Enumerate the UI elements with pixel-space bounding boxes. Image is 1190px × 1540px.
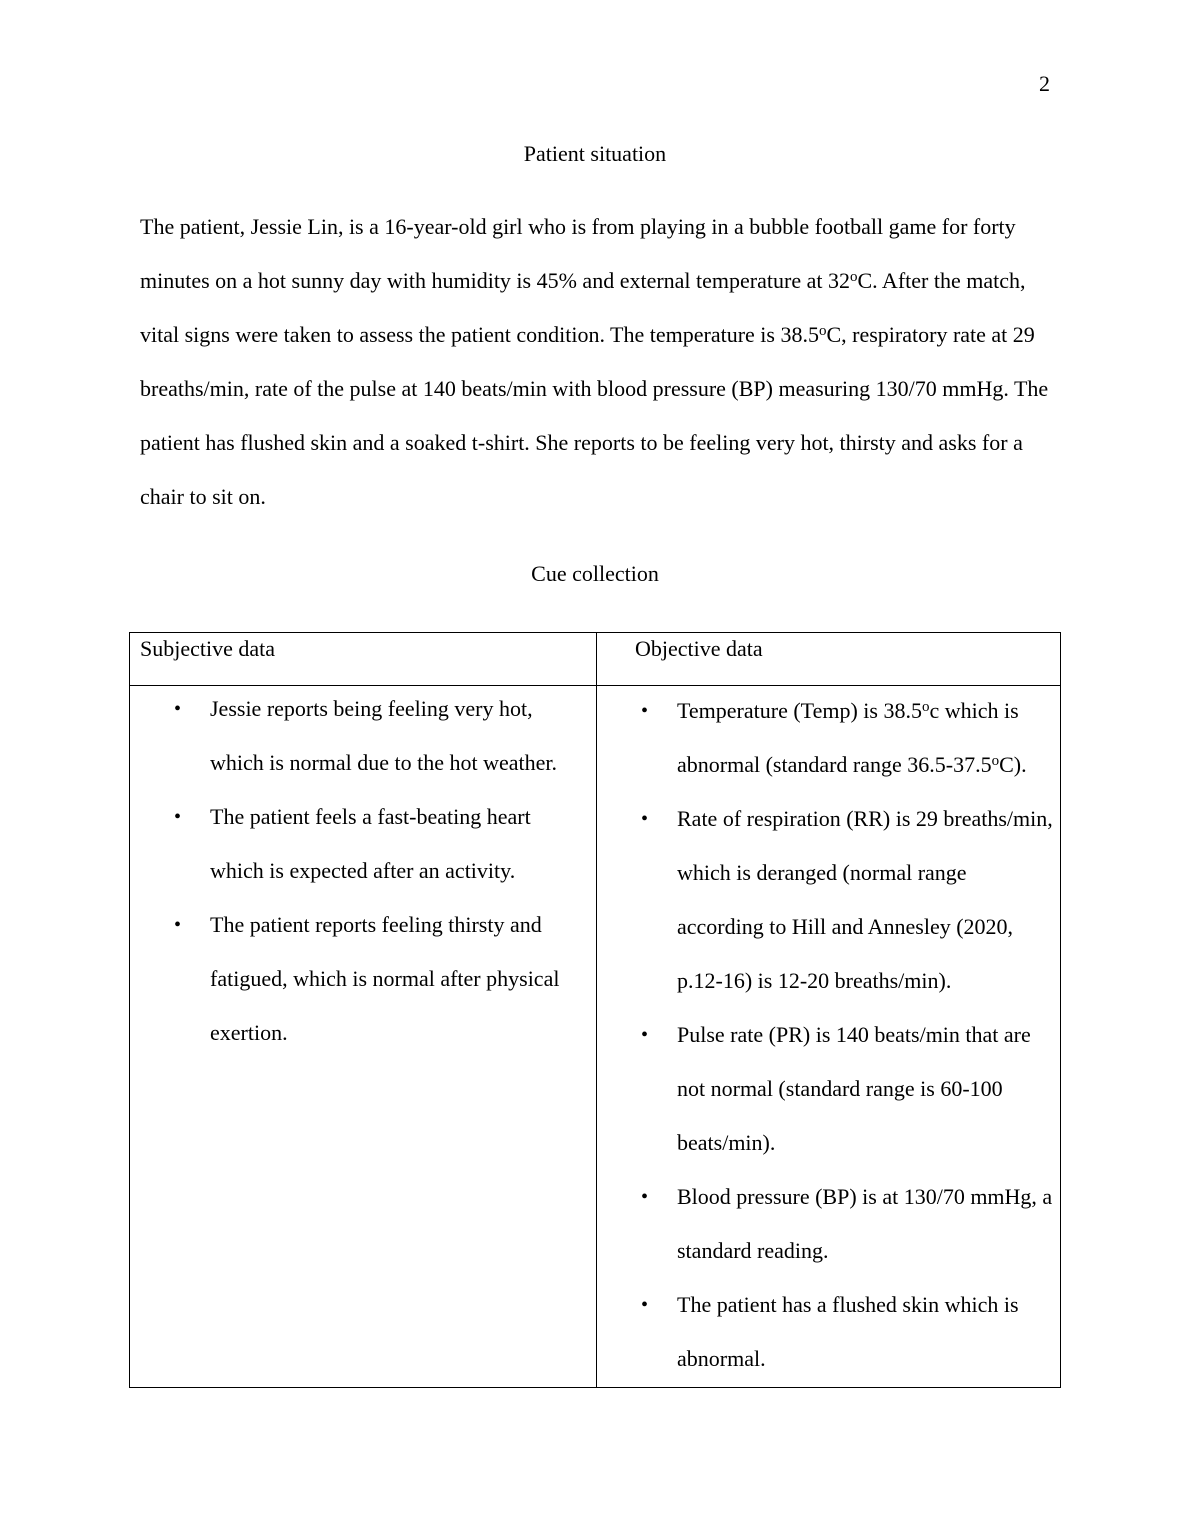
degree-mark: o (991, 753, 1000, 769)
list-item-text: The patient reports feeling thirsty and fatigued, which is normal after physical exertion. (210, 912, 560, 1045)
list-item-text: c which is abnormal (standard range 36.5-37.5 (677, 698, 1019, 777)
degree-mark: o (921, 699, 930, 715)
table-header-row (130, 633, 1061, 686)
section-heading-patient-situation: Patient situation (523, 141, 667, 166)
page-number: 2 (1039, 71, 1050, 96)
objective-list (597, 684, 1060, 1386)
bullet-icon: • (641, 1024, 649, 1046)
list-item-text: Pulse rate (PR) is 140 beats/min that are not normal (standard range is 60-100 beats/min). (677, 1022, 1031, 1155)
list-item (174, 790, 586, 898)
list-item (641, 1008, 1054, 1170)
bullet-icon: • (174, 698, 182, 720)
subjective-header-cell (130, 633, 597, 686)
paragraph-text-1: The patient, Jessie Lin, is a 16-year-old girl who is from playing in a bubble football game for forty minutes on a hot sunny day with humidity is 45% and external temperature at 32 (140, 214, 1016, 293)
list-item-text: The patient feels a fast-beating heart which is expected after an activity. (210, 804, 531, 883)
subjective-list (130, 682, 596, 1060)
list-item (641, 684, 1054, 792)
list-item (174, 898, 586, 1060)
subjective-data-cell (130, 686, 597, 1388)
table-body-row (130, 686, 1061, 1388)
subjective-data-header: Subjective data (140, 636, 276, 661)
list-item-text: Jessie reports being feeling very hot, which is normal due to the hot weather. (210, 696, 558, 775)
patient-situation-paragraph (140, 200, 1060, 524)
bullet-icon: • (641, 1186, 649, 1208)
bullet-icon: • (641, 1294, 649, 1316)
list-item (174, 682, 586, 790)
list-item (641, 792, 1054, 1008)
objective-data-header: Objective data (635, 636, 763, 661)
list-item-text: C). (999, 752, 1027, 777)
list-item-text: Rate of respiration (RR) is 29 breaths/min, which is deranged (normal range according to Hill and Annesley (2020, p.12-16) is 12-20 breaths/min). (677, 806, 1053, 993)
objective-data-cell (597, 686, 1061, 1388)
bullet-icon: • (174, 806, 182, 828)
cue-collection-table (129, 632, 1061, 1388)
list-item-text: Blood pressure (BP) is at 130/70 mmHg, a standard reading. (677, 1184, 1053, 1263)
list-item-text: The patient has a flushed skin which is abnormal. (677, 1292, 1019, 1371)
bullet-icon: • (641, 700, 649, 722)
objective-header-cell (597, 633, 1061, 686)
degree-mark: o (818, 323, 827, 339)
paragraph-text-2: C. After the match, vital signs were taken to assess the patient condition. The temperature is 38.5 (140, 268, 1026, 347)
list-item (641, 1170, 1054, 1278)
bullet-icon: • (641, 808, 649, 830)
list-item (641, 1278, 1054, 1386)
paragraph-text-3: C, respiratory rate at 29 breaths/min, rate of the pulse at 140 beats/min with blood pressure (BP) measuring 130/70 mmHg. The patient has flushed skin and a soaked t-shirt. She reports to be feeling very hot, thirsty and asks for a chair to sit on. (140, 322, 1049, 509)
section-heading-cue-collection: Cue collection (531, 561, 659, 586)
degree-mark: o (849, 269, 858, 285)
bullet-icon: • (174, 914, 182, 936)
list-item-text: Temperature (Temp) is 38.5 (677, 698, 922, 723)
